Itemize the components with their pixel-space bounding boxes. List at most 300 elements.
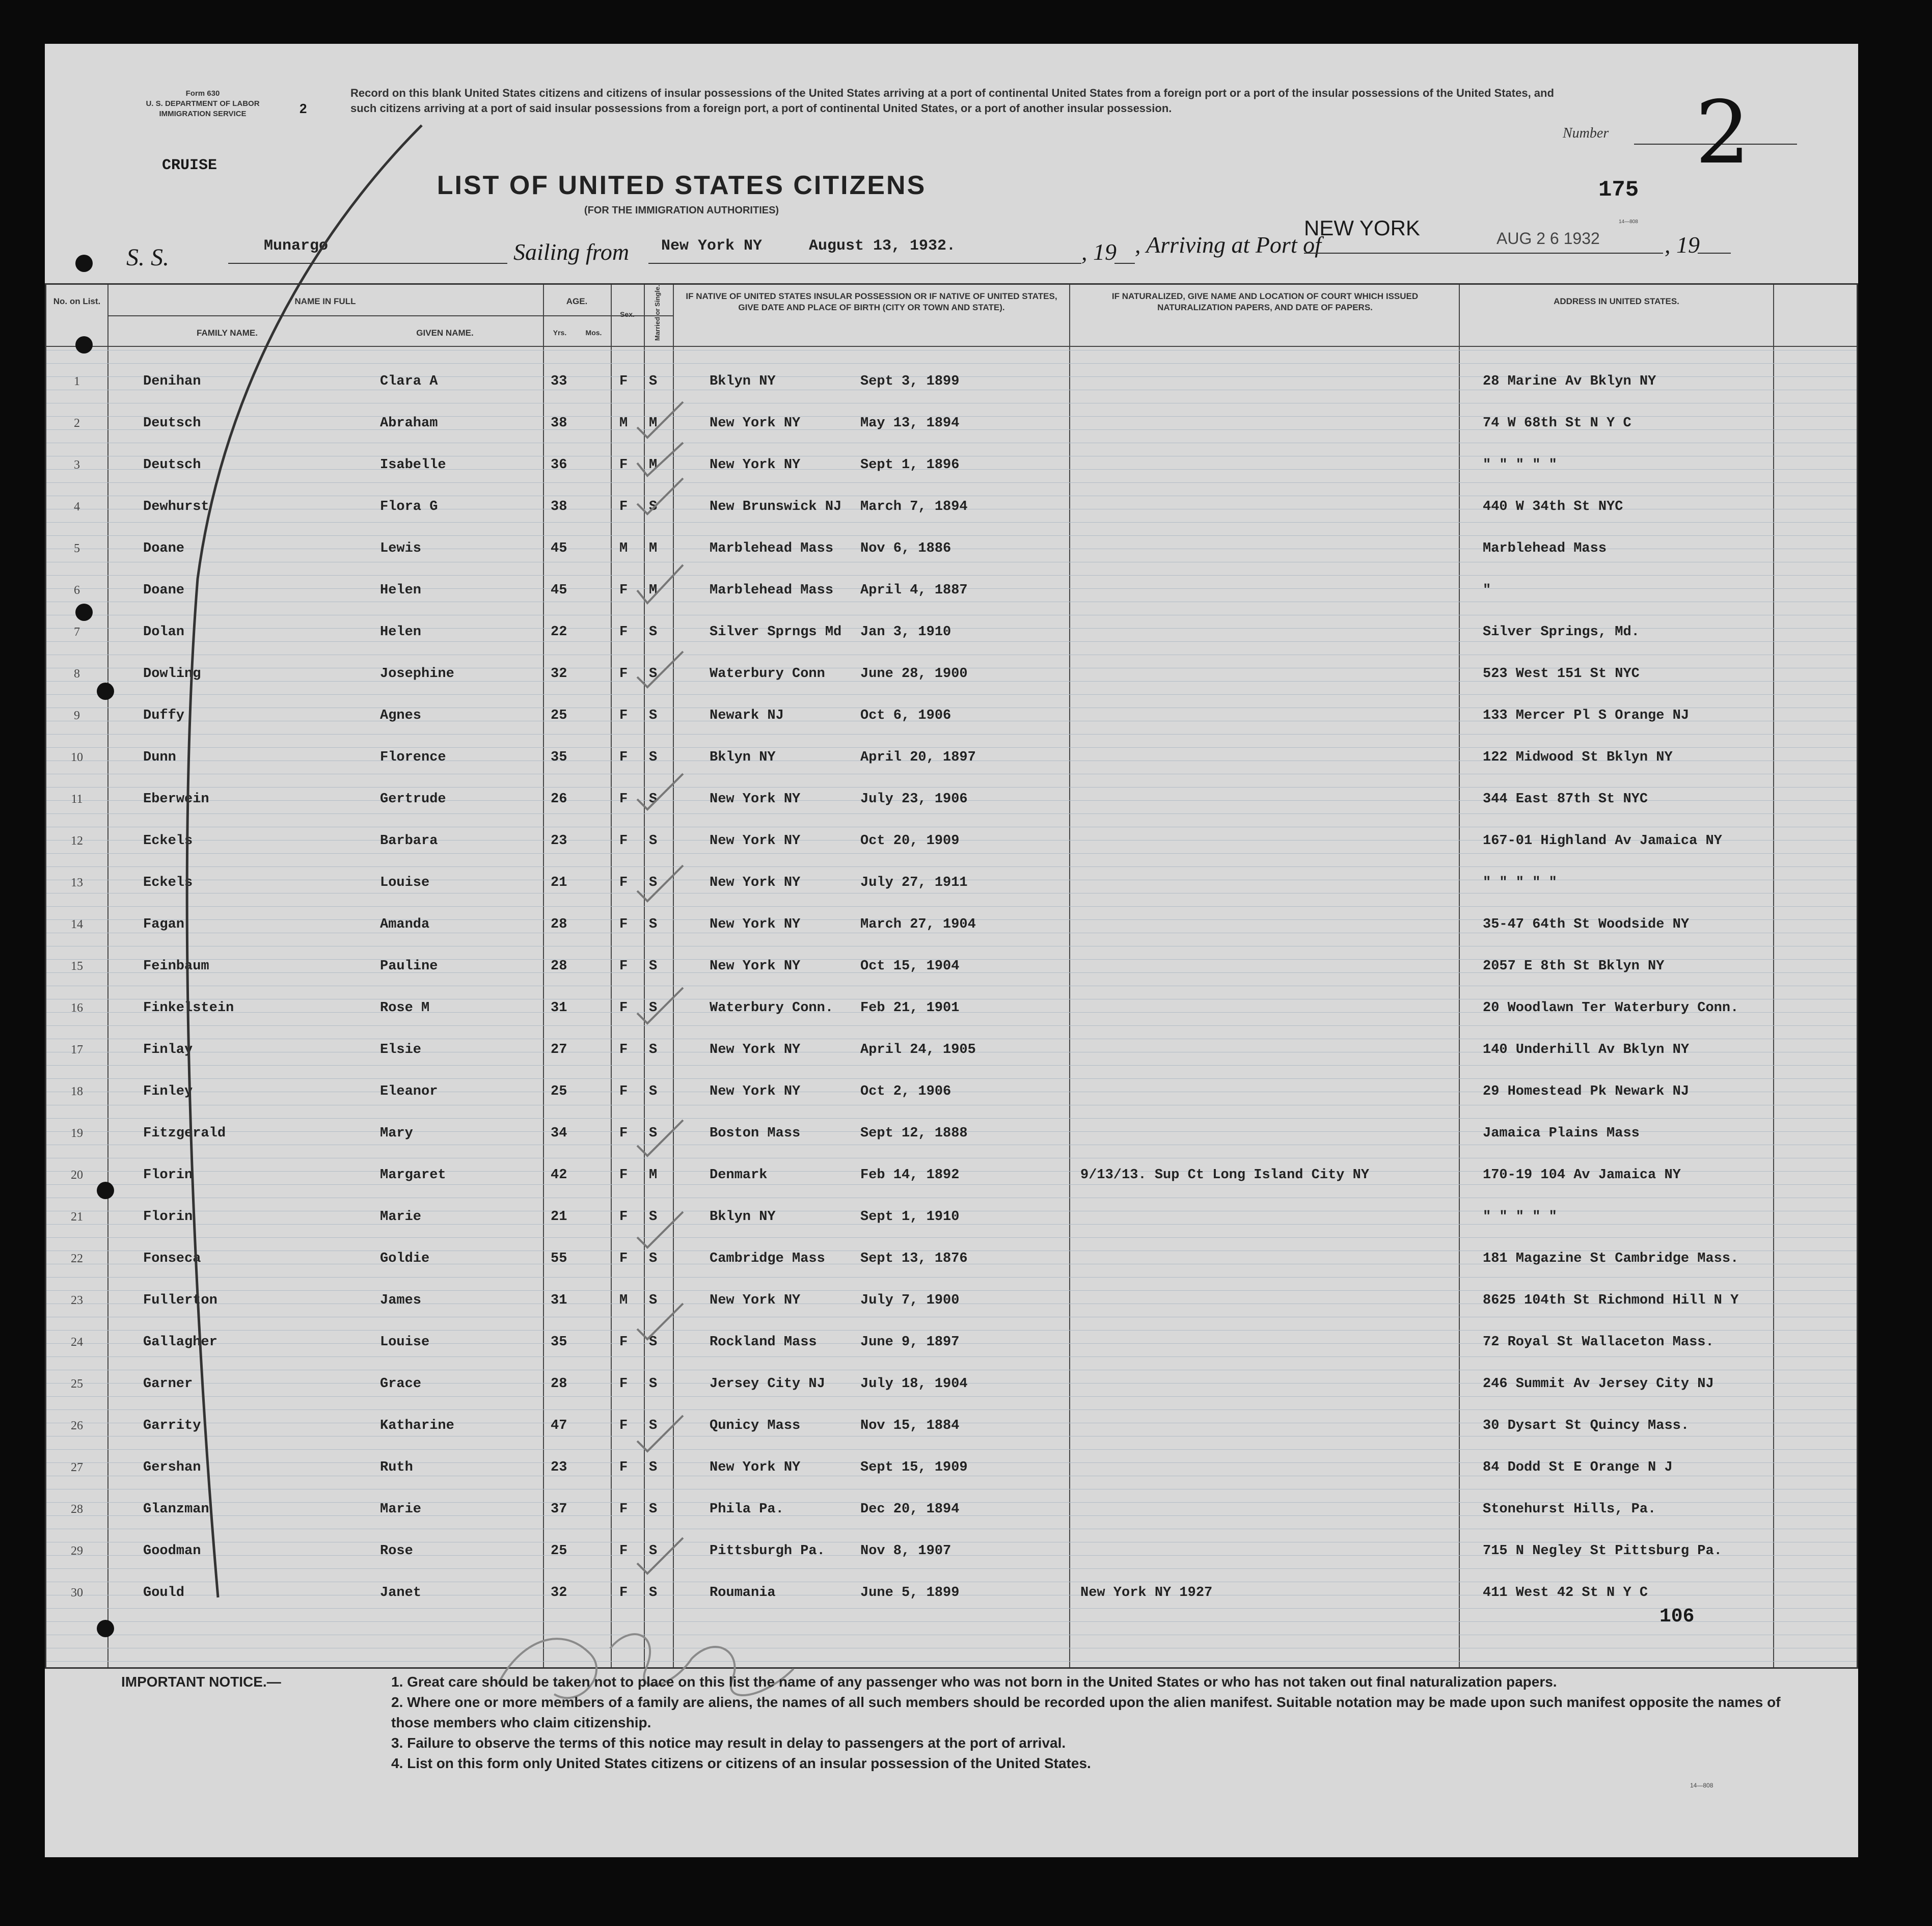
marital-status: S [649, 1335, 658, 1350]
marital-status: S [649, 1460, 658, 1475]
birth-date: July 27, 1911 [860, 875, 968, 890]
row-number: 16 [71, 1001, 83, 1015]
address: 72 Royal St Wallaceton Mass. [1483, 1335, 1714, 1350]
binder-hole [97, 683, 114, 700]
age-years: 35 [551, 1335, 567, 1350]
page-subtitle: (FOR THE IMMIGRATION AUTHORITIES) [584, 205, 779, 216]
given-name: Ruth [380, 1460, 413, 1475]
address: 8625 104th St Richmond Hill N Y [1483, 1293, 1739, 1308]
birth-place: Bklyn NY [710, 374, 776, 389]
birth-date: Sept 3, 1899 [860, 374, 960, 389]
header-address: ADDRESS IN UNITED STATES. [1554, 296, 1679, 306]
birth-place: New Brunswick NJ [710, 499, 842, 514]
given-name: Rose [380, 1543, 413, 1559]
marital-status: S [649, 1585, 658, 1601]
sex: F [619, 625, 628, 640]
birth-date: Sept 12, 1888 [860, 1126, 968, 1141]
sex: F [619, 959, 628, 974]
given-name: Clara A [380, 374, 438, 389]
birth-date: Sept 15, 1909 [860, 1460, 968, 1475]
row-number: 10 [71, 751, 83, 764]
age-years: 38 [551, 499, 567, 514]
marital-status: S [649, 1293, 658, 1308]
family-name: Finley [143, 1084, 193, 1099]
given-name: Goldie [380, 1251, 430, 1266]
row-number: 25 [71, 1377, 83, 1391]
row-number: 6 [74, 584, 80, 597]
address: 140 Underhill Av Bklyn NY [1483, 1042, 1690, 1057]
marital-status: M [649, 1168, 658, 1183]
family-name: Eckels [143, 875, 193, 890]
department-name: U. S. DEPARTMENT OF LABOR [146, 99, 260, 108]
birth-place: New York NY [710, 1460, 801, 1475]
sex: F [619, 1460, 628, 1475]
sex: F [619, 1335, 628, 1350]
birth-place: New York NY [710, 959, 801, 974]
binder-hole [75, 604, 93, 621]
marital-status: S [649, 625, 658, 640]
birth-date: June 9, 1897 [860, 1335, 960, 1350]
row-number: 28 [71, 1503, 83, 1516]
given-name: Abraham [380, 416, 438, 431]
sex: F [619, 875, 628, 890]
family-name: Denihan [143, 374, 201, 389]
header-married-single: Married or Single. [654, 285, 661, 341]
family-name: Finkelstein [143, 1000, 234, 1016]
age-years: 36 [551, 457, 567, 473]
sex: F [619, 374, 628, 389]
birth-date: Sept 1, 1896 [860, 457, 960, 473]
marital-status: S [649, 750, 658, 765]
row-number: 17 [71, 1043, 83, 1056]
family-name: Dewhurst [143, 499, 209, 514]
birth-place: New York NY [710, 792, 801, 807]
birth-date: Oct 6, 1906 [860, 708, 951, 723]
number-value: 2 [1695, 83, 1751, 183]
notice-item-2: 2. Where one or more members of a family are aliens, the names of all such members should be recorded upon the alien manifest. Suitable notation may be made upon such manifest opposite the names of those members who claim citizenship. [391, 1694, 1781, 1730]
ss-label: S. S. [126, 244, 169, 271]
address: 344 East 87th St NYC [1483, 792, 1648, 807]
sex: F [619, 1042, 628, 1057]
manifest-sheet [45, 44, 1858, 1857]
birth-date: June 28, 1900 [860, 666, 968, 682]
row-number: 9 [74, 709, 80, 722]
address: 167-01 Highland Av Jamaica NY [1483, 833, 1722, 849]
address: 29 Homestead Pk Newark NJ [1483, 1084, 1690, 1099]
age-years: 38 [551, 416, 567, 431]
birth-date: Feb 14, 1892 [860, 1168, 960, 1183]
family-name: Feinbaum [143, 959, 209, 974]
given-name: Louise [380, 1335, 430, 1350]
given-name: Isabelle [380, 457, 446, 473]
address: 181 Magazine St Cambridge Mass. [1483, 1251, 1739, 1266]
birth-date: Nov 8, 1907 [860, 1543, 951, 1559]
marital-status: S [649, 959, 658, 974]
row-number: 4 [74, 500, 80, 513]
number-label: Number [1563, 125, 1609, 141]
address: " " " " " [1483, 457, 1557, 473]
address: 523 West 151 St NYC [1483, 666, 1640, 682]
age-years: 55 [551, 1251, 567, 1266]
family-name: Gershan [143, 1460, 201, 1475]
address: 133 Mercer Pl S Orange NJ [1483, 708, 1690, 723]
arrival-date-stamp: AUG 2 6 1932 [1496, 229, 1600, 248]
sex: F [619, 1502, 628, 1517]
row-number: 19 [71, 1127, 83, 1140]
given-name: Katharine [380, 1418, 454, 1433]
given-name: Janet [380, 1585, 422, 1601]
given-name: Louise [380, 875, 430, 890]
address: " [1483, 583, 1491, 598]
address: Jamaica Plains Mass [1483, 1126, 1640, 1141]
arriving-label: , Arriving at Port of [1135, 232, 1321, 258]
age-years: 47 [551, 1418, 567, 1433]
birth-place: Phila Pa. [710, 1502, 784, 1517]
address: 411 West 42 St N Y C [1483, 1585, 1648, 1601]
sex: F [619, 1084, 628, 1099]
address: " " " " " [1483, 875, 1557, 890]
sex: F [619, 1585, 628, 1601]
print-code-bottom: 14—808 [1690, 1782, 1713, 1789]
given-name: Josephine [380, 666, 454, 682]
row-number: 18 [71, 1085, 83, 1098]
age-years: 22 [551, 625, 567, 640]
birth-place: New York NY [710, 457, 801, 473]
marital-status: S [649, 1042, 658, 1057]
given-name: Amanda [380, 917, 430, 932]
header-no-on-list: No. on List. [53, 296, 101, 306]
birth-place: Jersey City NJ [710, 1376, 825, 1392]
form-instruction: Record on this blank United States citizens and citizens of insular possessions of the United States arriving at a port of continental United States from a foreign port or a port of the insular possessions of the United States, and such citizens arriving at a port of said insular possessions from a foreign port, a port of continental United States, or a port of another insular possession. [350, 87, 1554, 115]
row-number: 24 [71, 1336, 83, 1349]
family-name: Garner [143, 1376, 193, 1392]
birth-date: March 7, 1894 [860, 499, 968, 514]
birth-place: Newark NJ [710, 708, 784, 723]
year-label-2: , 19 [1665, 232, 1700, 258]
age-years: 28 [551, 1376, 567, 1392]
margin-pen-line [157, 120, 442, 1623]
given-name: Mary [380, 1126, 413, 1141]
marital-status: S [649, 1084, 658, 1099]
address: 28 Marine Av Bklyn NY [1483, 374, 1656, 389]
age-years: 21 [551, 875, 567, 890]
family-name: Finlay [143, 1042, 193, 1057]
given-name: Marie [380, 1209, 422, 1225]
family-name: Garrity [143, 1418, 201, 1433]
row-number: 26 [71, 1419, 83, 1432]
age-years: 35 [551, 750, 567, 765]
sex: F [619, 1126, 628, 1141]
birth-place: Silver Sprngs Md [710, 625, 842, 640]
row-number: 27 [71, 1461, 83, 1474]
marital-status: S [649, 374, 658, 389]
row-number: 22 [71, 1252, 83, 1265]
row-number: 21 [71, 1210, 83, 1224]
birth-date: May 13, 1894 [860, 416, 960, 431]
birth-place: Pittsburgh Pa. [710, 1543, 825, 1559]
given-name: Elsie [380, 1042, 422, 1057]
address: 170-19 104 Av Jamaica NY [1483, 1168, 1681, 1183]
sex: F [619, 1543, 628, 1559]
row-number: 3 [74, 458, 80, 472]
binder-hole [97, 1182, 114, 1199]
sex: F [619, 1000, 628, 1016]
sailing-date: August 13, 1932. [809, 237, 956, 255]
given-name: Agnes [380, 708, 422, 723]
given-name: Helen [380, 583, 422, 598]
marital-status: S [649, 833, 658, 849]
given-name: Barbara [380, 833, 438, 849]
given-name: Flora G [380, 499, 438, 514]
birth-place: New York NY [710, 833, 801, 849]
given-name: Grace [380, 1376, 422, 1392]
sex: M [619, 541, 628, 556]
birth-place: New York NY [710, 1042, 801, 1057]
notice-item-3: 3. Failure to observe the terms of this notice may result in delay to passengers at the port of arrival. [391, 1735, 1066, 1751]
birth-place: Rockland Mass [710, 1335, 817, 1350]
address: 35-47 64th St Woodside NY [1483, 917, 1690, 932]
age-years: 28 [551, 959, 567, 974]
address: 20 Woodlawn Ter Waterbury Conn. [1483, 1000, 1739, 1016]
age-years: 34 [551, 1126, 567, 1141]
row-number: 20 [71, 1169, 83, 1182]
marital-status: S [649, 917, 658, 932]
marital-status: S [649, 666, 658, 682]
sex: F [619, 1251, 628, 1266]
sex: F [619, 833, 628, 849]
marital-status: S [649, 1000, 658, 1016]
address: Stonehurst Hills, Pa. [1483, 1502, 1656, 1517]
marital-status: S [649, 1209, 658, 1225]
row-number: 11 [71, 793, 83, 806]
family-name: Deutsch [143, 416, 201, 431]
birth-place: Bklyn NY [710, 1209, 776, 1225]
family-name: Duffy [143, 708, 185, 723]
header-sex: Sex. [620, 310, 635, 318]
birth-date: June 5, 1899 [860, 1585, 960, 1601]
print-code-top: 14—808 [1619, 219, 1638, 225]
family-name: Dowling [143, 666, 201, 682]
family-name: Dunn [143, 750, 176, 765]
naturalization: New York NY 1927 [1080, 1585, 1213, 1601]
sex: F [619, 1209, 628, 1225]
birth-date: Oct 15, 1904 [860, 959, 960, 974]
age-years: 23 [551, 833, 567, 849]
marital-status: S [649, 1418, 658, 1433]
marital-status: M [649, 541, 658, 556]
given-name: Eleanor [380, 1084, 438, 1099]
header-family-name: FAMILY NAME. [197, 328, 258, 338]
birth-date: April 20, 1897 [860, 750, 976, 765]
family-name: Eckels [143, 833, 193, 849]
family-name: Florin [143, 1168, 193, 1183]
marital-status: S [649, 1502, 658, 1517]
marital-status: M [649, 416, 658, 431]
sex: F [619, 666, 628, 682]
binder-hole [75, 255, 93, 272]
birth-date: July 7, 1900 [860, 1293, 960, 1308]
row-number: 29 [71, 1544, 83, 1558]
sex: F [619, 1376, 628, 1392]
ship-name: Munargo [264, 237, 329, 255]
age-years: 28 [551, 917, 567, 932]
marital-status: S [649, 1543, 658, 1559]
age-years: 42 [551, 1168, 567, 1183]
age-years: 31 [551, 1000, 567, 1016]
family-name: Fullerton [143, 1293, 217, 1308]
birth-date: Oct 20, 1909 [860, 833, 960, 849]
age-years: 27 [551, 1042, 567, 1057]
marital-status: S [649, 1126, 658, 1141]
birth-date: April 4, 1887 [860, 583, 968, 598]
family-name: Dolan [143, 625, 185, 640]
birth-place: New York NY [710, 416, 801, 431]
ruled-line [46, 1661, 1857, 1662]
sex: F [619, 583, 628, 598]
birth-place: Denmark [710, 1168, 768, 1183]
list-number-stamp: 175 [1598, 177, 1639, 203]
birth-date: Jan 3, 1910 [860, 625, 951, 640]
age-years: 32 [551, 666, 567, 682]
address: Silver Springs, Md. [1483, 625, 1640, 640]
given-name: Rose M [380, 1000, 430, 1016]
row-number: 8 [74, 667, 80, 681]
age-years: 23 [551, 1460, 567, 1475]
sex: F [619, 1168, 628, 1183]
address: 246 Summit Av Jersey City NJ [1483, 1376, 1714, 1392]
birth-place: Bklyn NY [710, 750, 776, 765]
sex: F [619, 499, 628, 514]
given-name: Lewis [380, 541, 422, 556]
row-number: 7 [74, 626, 80, 639]
family-name: Florin [143, 1209, 193, 1225]
row-number: 30 [71, 1586, 83, 1599]
header-age-months: Mos. [585, 329, 602, 337]
marital-status: S [649, 1376, 658, 1392]
notice-item-1: 1. Great care should be taken not to place on this list the name of any passenger who was not born in the United States or who has not taken out final naturalization papers. [391, 1674, 1557, 1690]
header-given-name: GIVEN NAME. [416, 328, 474, 338]
cruise-stamp: CRUISE [162, 157, 217, 174]
family-name: Glanzman [143, 1502, 209, 1517]
sailing-underline [648, 263, 1081, 264]
page-mark: 2 [300, 101, 307, 116]
family-name: Fitzgerald [143, 1126, 226, 1141]
birth-date: July 23, 1906 [860, 792, 968, 807]
birth-place: Qunicy Mass [710, 1418, 801, 1433]
age-years: 32 [551, 1585, 567, 1601]
family-name: Fonseca [143, 1251, 201, 1266]
marital-status: S [649, 792, 658, 807]
sex: F [619, 917, 628, 932]
address: 715 N Negley St Pittsburg Pa. [1483, 1543, 1722, 1559]
birth-date: April 24, 1905 [860, 1042, 976, 1057]
family-name: Gould [143, 1585, 185, 1601]
age-years: 26 [551, 792, 567, 807]
year2-underline [1698, 253, 1731, 254]
age-years: 25 [551, 1084, 567, 1099]
birth-place: Boston Mass [710, 1126, 801, 1141]
age-years: 45 [551, 541, 567, 556]
birth-date: Feb 21, 1901 [860, 1000, 960, 1016]
row-number: 15 [71, 960, 83, 973]
sex: F [619, 708, 628, 723]
binder-hole [97, 1620, 114, 1637]
given-name: Gertrude [380, 792, 446, 807]
family-name: Doane [143, 541, 185, 556]
birth-place: Marblehead Mass [710, 583, 834, 598]
address: 2057 E 8th St Bklyn NY [1483, 959, 1665, 974]
row-number: 14 [71, 918, 83, 931]
notice-item-4: 4. List on this form only United States citizens or citizens of an insular possession of the United States. [391, 1755, 1091, 1771]
birth-date: Nov 15, 1884 [860, 1418, 960, 1433]
arrival-port: NEW YORK [1304, 216, 1420, 240]
sailing-from-label: Sailing from [513, 239, 630, 265]
sex: F [619, 1418, 628, 1433]
birth-place: Cambridge Mass [710, 1251, 825, 1266]
row-number: 2 [74, 417, 80, 430]
age-years: 25 [551, 1543, 567, 1559]
family-name: Eberwein [143, 792, 209, 807]
row-number: 13 [71, 876, 83, 889]
row-number: 1 [74, 375, 80, 388]
marital-status: M [649, 583, 658, 598]
header-age-years: Yrs. [553, 329, 567, 337]
header-naturalization: IF NATURALIZED, GIVE NAME AND LOCATION OF COURT WHICH ISSUED NATURALIZATION PAPERS, AND DATE OF PAPERS. [1111, 291, 1419, 312]
address: " " " " " [1483, 1209, 1557, 1225]
family-name: Fagan [143, 917, 185, 932]
birth-date: Dec 20, 1894 [860, 1502, 960, 1517]
age-years: 37 [551, 1502, 567, 1517]
binder-hole [75, 336, 93, 354]
birth-date: Sept 13, 1876 [860, 1251, 968, 1266]
age-years: 21 [551, 1209, 567, 1225]
given-name: Margaret [380, 1168, 446, 1183]
form-number: Form 630 [185, 89, 220, 98]
given-name: Pauline [380, 959, 438, 974]
age-years: 45 [551, 583, 567, 598]
marital-status: M [649, 457, 658, 473]
given-name: Marie [380, 1502, 422, 1517]
row-number: 12 [71, 834, 83, 848]
marital-status: S [649, 499, 658, 514]
year-underline [1114, 263, 1135, 264]
page-title: LIST OF UNITED STATES CITIZENS [437, 171, 927, 200]
birth-date: Sept 1, 1910 [860, 1209, 960, 1225]
sex: F [619, 750, 628, 765]
notice-heading: IMPORTANT NOTICE.— [121, 1674, 281, 1690]
family-name: Doane [143, 583, 185, 598]
sailing-from-port: New York NY [661, 237, 763, 255]
address: 30 Dysart St Quincy Mass. [1483, 1418, 1690, 1433]
form-identifier [106, 89, 300, 119]
birth-place: Waterbury Conn [710, 666, 825, 682]
family-name: Goodman [143, 1543, 201, 1559]
age-years: 25 [551, 708, 567, 723]
address: 74 W 68th St N Y C [1483, 416, 1631, 431]
year-label: , 19 [1081, 239, 1117, 265]
header-name-in-full: NAME IN FULL [294, 296, 356, 306]
sex: M [619, 416, 628, 431]
birth-place: New York NY [710, 875, 801, 890]
address: 440 W 34th St NYC [1483, 499, 1623, 514]
address: 122 Midwood St Bklyn NY [1483, 750, 1673, 765]
given-name: James [380, 1293, 422, 1308]
sex: M [619, 1293, 628, 1308]
marital-status: S [649, 1251, 658, 1266]
service-name: IMMIGRATION SERVICE [159, 110, 247, 118]
marital-status: S [649, 875, 658, 890]
birth-place: Waterbury Conn. [710, 1000, 834, 1016]
